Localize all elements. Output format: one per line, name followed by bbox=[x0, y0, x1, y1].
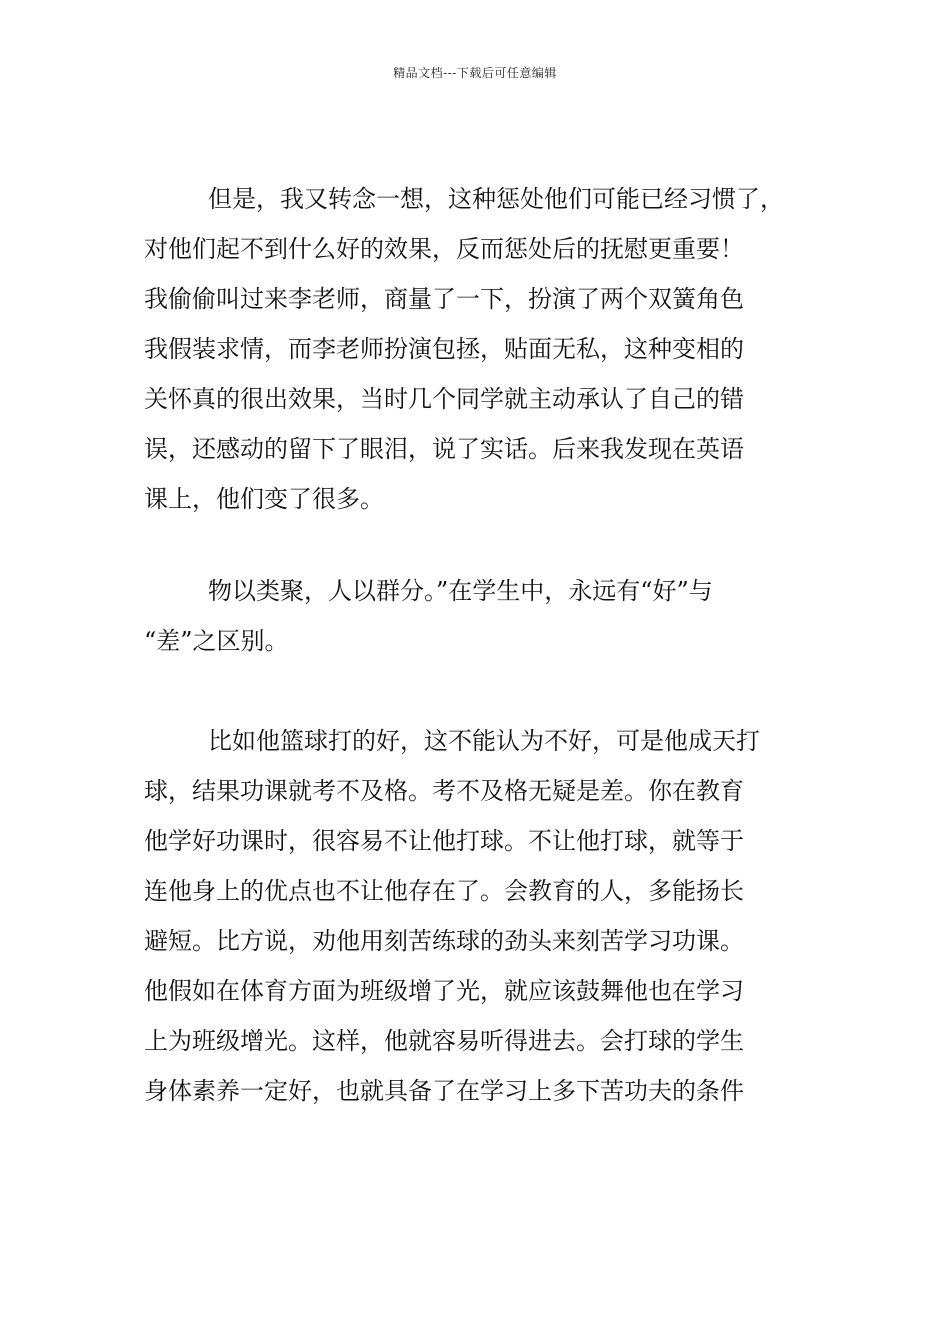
paragraph-line: 关怀真的很出效果，当时几个同学就主动承认了自己的错 bbox=[144, 385, 744, 413]
paragraph-line: 误，还感动的留下了眼泪，说了实话。后来我发现在英语 bbox=[144, 435, 744, 463]
paragraph-line: 我偷偷叫过来李老师，商量了一下，扮演了两个双簧角色 bbox=[144, 285, 744, 313]
paragraph-spacer bbox=[144, 524, 834, 566]
paragraph-line: 球，结果功课就考不及格。考不及格无疑是差。你在教育 bbox=[144, 777, 744, 805]
paragraph-line: 课上，他们变了很多。 bbox=[144, 485, 384, 513]
paragraph-line: 身体素养一定好，也就具备了在学习上多下苦功夫的条件 bbox=[144, 1077, 744, 1105]
paragraph-line: 比如他篮球打的好，这不能认为不好，可是他成天打 bbox=[208, 727, 760, 755]
paragraph-line: 但是，我又转念一想，这种惩处他们可能已经习惯了， bbox=[208, 185, 784, 213]
paragraph-line: 连他身上的优点也不让他存在了。会教育的人，多能扬长 bbox=[144, 877, 744, 905]
paragraph-spacer bbox=[144, 666, 834, 716]
page-header: 精品文档---下载后可任意编辑 bbox=[393, 66, 557, 80]
paragraph-line: 对他们起不到什么好的效果，反而惩处后的抚慰更重要！ bbox=[144, 235, 744, 263]
paragraph-line: 他学好功课时，很容易不让他打球。不让他打球，就等于 bbox=[144, 827, 744, 855]
paragraph-line: 上为班级增光。这样，他就容易听得进去。会打球的学生 bbox=[144, 1027, 744, 1055]
paragraph-line: 物以类聚，人以群分。”在学生中，永远有“好”与 bbox=[208, 577, 713, 605]
paragraph-line: 我假装求情，而李老师扮演包拯，贴面无私，这种变相的 bbox=[144, 335, 744, 363]
paragraph-2 bbox=[144, 566, 834, 666]
paragraph-line: 避短。比方说，劝他用刻苦练球的劲头来刻苦学习功课。 bbox=[144, 927, 744, 955]
paragraph-1 bbox=[144, 174, 834, 524]
paragraph-3 bbox=[144, 716, 834, 1116]
paragraph-line: “差”之区别。 bbox=[144, 627, 289, 655]
paragraph-line: 他假如在体育方面为班级增了光，就应该鼓舞他也在学习 bbox=[144, 977, 744, 1005]
document-body bbox=[144, 174, 834, 1116]
